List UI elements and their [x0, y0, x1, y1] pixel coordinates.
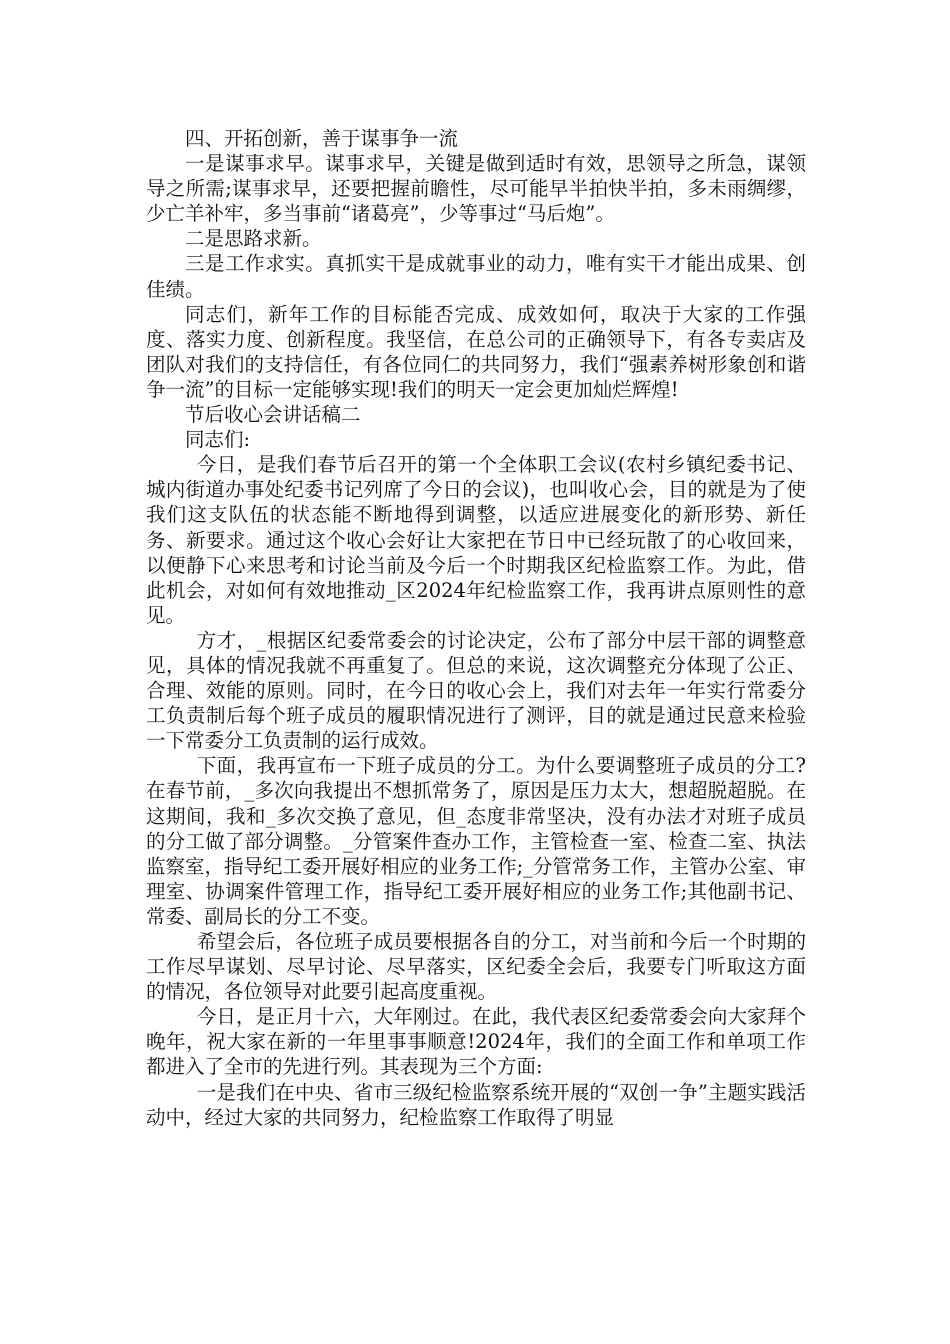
paragraph: 三是工作求实。真抓实干是成就事业的动力，唯有实干才能出成果、创佳绩。 — [146, 252, 806, 301]
paragraph: 希望会后，各位班子成员要根据各自的分工，对当前和今后一个时期的工作尽早谋划、尽早讨论、尽早落实，区纪委全会后，我要专门听取这方面的情况，各位领导对此要引起高度重视。 — [146, 930, 806, 1004]
paragraph: 同志们，新年工作的目标能否完成、成效如何，取决于大家的工作强度、落实力度、创新程度。我坚信，在总公司的正确领导下，有各专卖店及团队对我们的支持信任，有各位同仁的共同努力，我们“强素养树形象创和谐争一流”的目标一定能够实现!我们的明天一定会更加灿烂辉煌! — [146, 302, 806, 401]
paragraph: 下面，我再宣布一下班子成员的分工。为什么要调整班子成员的分工?在春节前，_多次向我提出不想抓常务了，原因是压力太大，想超脱超脱。在这期间，我和_多次交换了意见，但_态度非常坚决，没有办法才对班子成员的分工做了部分调整。_分管案件查办工作，主管检查一室、检查二室、执法监察室，指导纪工委开展好相应的业务工作;_分管常务工作，主管办公室、审理室、协调案件管理工作，指导纪工委开展好相应的业务工作;其他副书记、常委、副局长的分工不变。 — [146, 754, 806, 928]
paragraph: 一是我们在中央、省市三级纪检监察系统开展的“双创一争”主题实践活动中，经过大家的共同努力，纪检监察工作取得了明显 — [146, 1080, 806, 1129]
salutation: 同志们: — [185, 428, 251, 452]
paragraph: 二是思路求新。 — [185, 227, 322, 251]
paragraph: 方才，_根据区纪委常委会的讨论决定，公布了部分中层干部的调整意见，具体的情况我就不再重复了。但总的来说，这次调整充分体现了公正、合理、效能的原则。同时，在今日的收心会上，我们对去年一年实行常委分工负责制后每个班子成员的履职情况进行了测评，目的就是通过民意来检验一下常委分工负责制的运行成效。 — [146, 628, 806, 753]
paragraph: 今日，是正月十六，大年刚过。在此，我代表区纪委常委会向大家拜个晚年，祝大家在新的一年里事事顺意!2024年，我们的全面工作和单项工作都进入了全市的先进行列。其表现为三个方面: — [146, 1005, 806, 1079]
speech-title: 节后收心会讲话稿二 — [185, 403, 361, 427]
paragraph: 一是谋事求早。谋事求早，关键是做到适时有效，思领导之所急，谋领导之所需;谋事求早，还要把握前瞻性，尽可能早半拍快半拍，多未雨绸缪，少亡羊补牢，多当事前“诸葛亮”，少等事过“马后炮”。 — [146, 152, 806, 226]
paragraph: 今日，是我们春节后召开的第一个全体职工会议(农村乡镇纪委书记、城内街道办事处纪委书记列席了今日的会议)，也叫收心会，目的就是为了使我们这支队伍的状态能不断地得到调整，以适应进展变化的新形势、新任务、新要求。通过这个收心会好让大家把在节日中已经玩散了的心收回来，以便静下心来思考和讨论当前及今后一个时期我区纪检监察工作。为此，借此机会，对如何有效地推动_区2024年纪检监察工作，我再讲点原则性的意见。 — [146, 453, 806, 627]
document-body — [146, 126, 806, 1130]
section-heading: 四、开拓创新，善于谋事争一流 — [185, 127, 459, 150]
